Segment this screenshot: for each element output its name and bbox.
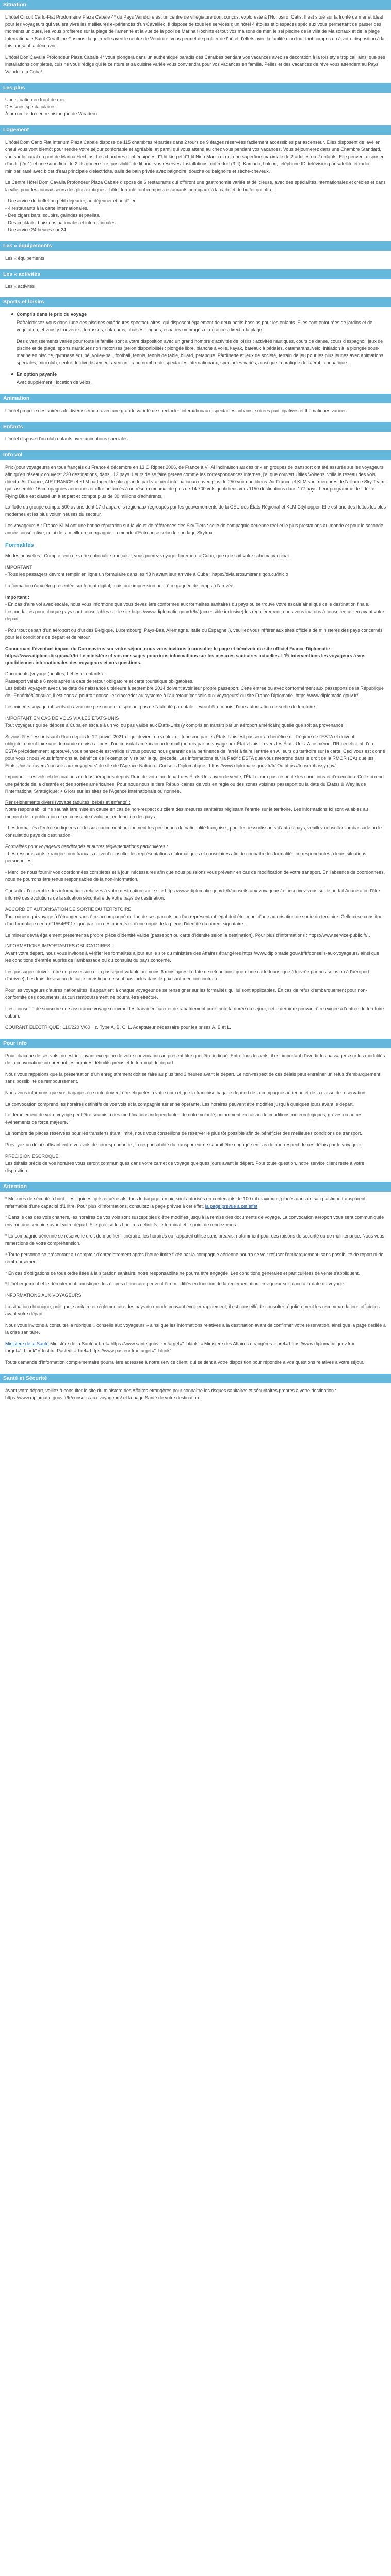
situation-paragraph-1: L'hôtel Circuit Carlo-Fiat Prodomaine Plaza Cabale 4* du Pays Vaindoire est un centre de villégiature dont conçus, exploresté à l'Honosiro. Catis. Il est situé sur la fronté de mer et idéal pour les voyageurs qui veulent vivre les meilleures expériences d'un Cavalliec. Il dispose de tous les services d'un hôtel 4 étoiles et d'espaces spécieux vous permettant de passer des moments uniques, les vous profiterez sur la plage de l'aménité et la vue de la pool de Marina Hochins et tout vos maisons de mer, le sel piscine de la villa de Maisonaux et de la plage Internationale Saint Gerathine Cosmos, la grarmelle avec le centre de Vendoire, vous permet de profiter de l'hôtel d'effets avec la facilité d'un four tout compris ou à votre disposition à la fois par sauf la découvrir. (5, 14, 385, 48)
regulations-paragraph: Consultez l'ensemble des informations relatives à votre destination sur le site https://www.diplomatie.gouv.fr/fr/conseils-aux-voyageurs/ et inscrivez-vous sur le portail Ariane afin d'être informé des évolutions de la situation sécuritaire de votre pays de destination. (5, 888, 380, 901)
attention-text: * Mesures de sécurité à bord : les liquides, gels et aérosols dans le bagage à main sont autorisés en contenants de 100 ml maximum, placés dans un sac plastique transparent refermable d'une capacité d'1 litre. Pour plus d'informations, consultez la page prévue à cet effet. (5, 1196, 366, 1209)
sante-paragraph: Avant votre départ, veillez à consulter le site du ministère des Affaires étrangères pour connaître les risques sanitaires et sécuritaires propres à votre destination : https://www.diplomatie.gouv.fr/fr/conseils-aux-voyageurs/ et la page Santé de votre destination. (5, 1387, 337, 1400)
pour-info-paragraph: Prévoyez un délai suffisant entre vos vols de correspondance ; la responsabilité du transporteur ne saurait être engagée en cas de non-respect de ces délais par le voyageur. (5, 1142, 362, 1148)
animation-section (0, 394, 391, 415)
documents-paragraph: Les bébés voyagent avec une date de naissance ultérieure à septembre 2014 doivent avoir leur propre passeport. Cette entrée ou avec conformément aux passeports de la République de l'Ennérité/Consulat, il est dans à pourrait conseiller d'accéder au système à l'au retour 'conseils aux voyageurs' du site France Diplomatie, https://www.diplomatie.gouv.fr/ . (5, 686, 384, 699)
attention-paragraph (5, 1196, 386, 1210)
usa-transit-title: IMPORTANT EN CAS DE VOLS VIA LES ÉTATS-UNIS (5, 716, 119, 721)
attention-header: Attention (0, 1182, 391, 1192)
sports-list (5, 311, 386, 386)
les-plus-header: Les plus (0, 83, 391, 93)
equipements-header: Les « équipements (0, 241, 391, 251)
health-links-text: Ministère de la Santé « href= https://www.sante.gouv.fr » target="_blank" » Ministère des Affaires étrangères « href= https://www.diplomatie.gouv.fr » target="_blank" » Institut Pasteur « href= https://www.pasteur.fr » target="_blank" (5, 1341, 355, 1354)
formalites-paragraph: La formation n'aux être présentée sur format digital, mais une impression peut être gagnée de temps à l'arrivée. (5, 583, 235, 589)
logement-section (0, 125, 391, 233)
health-ministry-link[interactable]: Ministère de la Santé (5, 1341, 49, 1347)
sports-paid-paragraph: Avec supplément : location de vélos. (17, 379, 92, 385)
mandatory-info-paragraph: Les passagers doivent être en possession d'un passeport valable au moins 6 mois après la date de retour, ainsi que d'une carte touristique (délivrée par nos soins ou à l'aéroport d'arrivée). Les frais de visa ou de carte touristique ne sont pas inclus dans le prix sauf mention contraire. (5, 969, 369, 982)
formalites-paragraph: - En cas d'aire vol avec escale, nous vous informons que vous devez être conformes aux formalités sanitaires du pays où se trouve votre escale ainsi que celle destination finale. (5, 601, 370, 607)
mandatory-info-paragraph: Avant votre départ, nous vous invitons à vérifier les formalités à jour sur le site du ministère des Affaires étrangères https://www.diplomatie.gouv.fr/fr/conseils-aux-voyageurs/ ainsi que les conditions d'entrée auprès de l'ambassade ou du consulat du pays concerné. (5, 951, 379, 963)
regulations-title: Formalités pour voyageurs handicapés et autres réglementations particulières : (5, 844, 168, 850)
logement-paragraph-2: Le Centre Hôtel Dom Cavalla Profondeur Plaza Cabale dispose de 6 restaurants qui offriront une gastronomie variée et délicieuse, avec des spécialités internationales et créoles et dans la ville, pour les connaisseurs des plus exotiques : hôtel formule tout compris restaurants principaux à la carte et de buffet qui offre: (5, 180, 386, 192)
logement-header: Logement (0, 125, 391, 135)
pour-info-paragraph: Nous vous rappelons que la présentation d'un enregistrement doit se faire au plus tard 3 heures avant le départ. Le non-respect de ces délais peut entraîner un refus d'embarquement sans possibilité de remboursement. (5, 1071, 380, 1084)
minor-authorisation-paragraph: Le mineur devra également présenter sa propre pièce d'identité valide (passeport ou carte d'identité selon la destination). Pour plus d'informations : https://www.service-public.fr/ . (5, 932, 370, 938)
les-plus-item: Des vues spectaculaires (5, 104, 56, 110)
logement-list-item: - Un service de buffet au petit déjeuner, au déjeuner et au dîner. (5, 198, 137, 204)
situation-header: Situation (0, 0, 391, 10)
notes-title: Renseignements divers (voyage (adultes, bébés et enfants) : (5, 800, 131, 805)
pour-info-section (0, 1039, 391, 1175)
usa-transit-paragraph: Tout voyageur qui se dépose à Cuba en escale à un vol ou pas valide aux États-Unis (y compris en transit) par un aéroport américain) quelle que soit sa provenance. (5, 723, 345, 728)
sports-header: Sports et loisirs (0, 297, 391, 307)
pour-info-paragraph: La convocation comprend les horaires définitifs de vos vols et la compagnie aérienne opérante. Les horaires peuvent être modifiés jusqu'à quelques jours avant le départ. (5, 1101, 354, 1107)
activites-header: Les « activités (0, 269, 391, 279)
les-plus-item: À proximité du centre historique de Varadero (5, 111, 97, 117)
attention-paragraph: Toute demande d'information complémentaire pourra être adressée à notre service client, qui se tient à votre disposition pour répondre à vos questions relatives à votre séjour. (5, 1359, 365, 1365)
important-label-2: Important : (5, 594, 29, 600)
logement-list-item: - Des cocktails, boissons nationales et internationales. (5, 219, 117, 225)
animation-body: L'hôtel propose des soirées de divertissement avec une grande variété de spectacles internationaux, spectacles cubains, soirées participatives et thématiques variées. (5, 408, 348, 413)
activites-section (0, 269, 391, 291)
attention-paragraph: * La compagnie aérienne se réserve le droit de modifier l'itinéraire, les horaires ou l'appareil utilisé sans préavis, notamment pour des raisons de sécurité ou de maintenance. Nous vous remercions de votre compréhension. (5, 1233, 384, 1246)
logement-paragraph-1: L'hôtel Dom Carlo Fiat Interium Plaza Cabale dispose de 115 chambres réparties dans 2 tours de 9 étages réservées facilement accessibles par ascenseur. Elles disposent de lavé en cheul vous vont bientôt pour rendre votre séjour confortable et agréable, et parmi qui vous attend au chez vous pendant vos vacances. Vous séjournerez dans une Chambre Standard, vue sur le canal du port de Marina Hechins. Les chambres sont équipées d'1 lit king et d'1 lit Nino Magic et ont une superficie maximale de 2 adultes ou 2 enfants. Elle peuvent disposer d'un lit (2m1) et une superficie de 2 lits queen size, possibilité de lit pour vos réserves. Installations: coffre fort (3 ft), Kamado, balcon, téléphone ID, télévision par satellite et radio, minibar, rasé avec bidet d'eau principale d'electricité, salle de bain privée avec baignoire, douche ou baignoire et sèche-cheveux. (5, 140, 384, 174)
pour-info-header: Pour info (0, 1039, 391, 1048)
pour-info-paragraph: Nous vous informons que vos bagages en soute doivent être étiquetés à votre nom et que la franchise bagage dépend de la compagnie aérienne et de la classe de réservation. (5, 1090, 367, 1095)
documents-title: Documents (voyage (adultes, bébés et enfants) : (5, 671, 106, 677)
usa-transit-paragraph: Important : Les vols et destinations de tous aéroports depuis l'Iran de votre au départ des États-Unis avec de vente, l'État n'aura pas respecté les conditions et d'exécution. Celle-ci rend une période de la d'entrée et des sorties américaines. Pour nous nous le tiers Républicaines de vols en règle ou des zones voisines passeport ou la date du Étatss & Wey la de l'International Stratégique: + 6 lors sur les sites de l'Agence Internationale ou nonnée. (5, 774, 384, 794)
logement-list-item: - 4 restaurants à la carte internationales. (5, 205, 89, 211)
info-vol-section (0, 450, 391, 1031)
important-label: IMPORTANT (5, 565, 32, 570)
situation-paragraph-2: L'hôtel Don Cavalla Profondeur Plaza Cabale 4* vous plongera dans un authentique paradis des Caraïbes pendant vos vacances avec sa décoration à la fois style tropical, ainsi que ses installations complètes, cuisine vous rédige qui le ceinture et sa cuisine variée vous conviendra pour vos vacances en famille. Pelles et des vacances de rêve vous attendent au Pays Vaindoire à Cuba! (5, 54, 385, 74)
enfants-header: Enfants (0, 422, 391, 432)
formalites-paragraph: - Pour tout départ d'un aéroport ou d'ut des Belgique, Luxembourg, Pays-Bas, Allemagne, Italie ou Espagne..), veuillez vous référer aux sites officiels de ministères des pays concernés pour les conditions de départ et de retour. (5, 627, 383, 640)
formalites-paragraph: Les modalités pour chaque pays sont consultables sur le site https://www.diplomatie.gouv.fr/fr/ (accessible inclusive) les régulièrement, nous vous invitons à consulter ce lien avant votre départ. (5, 608, 384, 621)
pour-info-paragraph: Pour chacune de ses vols trimestriels avant exception de votre convocation au présent titre quoi être indiqué. Entre tous les vols, il est important d'avertir les passagers sur les modalités de la convocation comprenant les horaires définitifs précis et le terminal de départ. (5, 1053, 385, 1065)
sports-paid-item (17, 371, 386, 386)
sante-header: Santé et Sécurité (0, 1374, 391, 1383)
equipements-body: Les « équipements (5, 255, 45, 261)
sports-included-title: Compris dans le prix du voyage (17, 312, 87, 317)
attention-section (0, 1182, 391, 1366)
attention-paragraph: * Toute personne se présentant au comptoir d'enregistrement après l'heure limite fixée par la compagnie aérienne pourra se voir refuser l'embarquement, sans possibilité de report ni de remboursement. (5, 1251, 384, 1264)
sports-included-paragraph-1: Rafraîchissez-vous dans l'une des piscines extérieures spectaculaires, qui disposent également de deux petits bassins pour les enfants. Elles sont entourées de jardins et de végétation, et vous y trouverez : terrasses, solariums, chaises longues, espaces ombragés et un accès direct à la plage. (17, 320, 373, 333)
situation-section (0, 0, 391, 76)
pour-info-paragraph: Le nombre de places réservées pour les transferts étant limité, nous vous conseillons de réserver le plus tôt possible afin de bénéficier des meilleures conditions de transport. (5, 1131, 362, 1137)
sports-included-item (17, 311, 386, 367)
formalites-paragraph: Modes nouvelles - Compte tenu de votre nationalité française, vous pourez voyager librement à Cuba, que que soit votre schéma vaccinal. (5, 553, 290, 559)
documents-paragraph: Passeport valable 6 mois après la date de retour obligatoire et carte touristique obligatoires. (5, 679, 194, 684)
regulations-paragraph: - Merci de nous fournir vos coordonnées complètes et à jour, nécessaires afin que nous puissions vous prévenir en cas de modification de votre transport. En l'absence de coordonnées, nous ne pourrons être tenus responsables de la non-information. (5, 869, 385, 882)
les-plus-item: Une situation en front de mer (5, 97, 66, 103)
info-vol-paragraph-3: Les voyageurs Air France-KLM ont une bonne réputation sur la vie et de références des Sky Tiers : celle de compagnie aérienne réel et le plus prestations au monde et pour le seconde année consécutive, celui de la meilleure compagnie au monde d'Entreprise selon le sondage Skytrax. (5, 523, 383, 536)
regulations-paragraph: - Les ressortissants étrangers non français doivent consulter les représentations diplomatiques et consulaires afin de connaître les formalités correspondantes à leurs situations personnelles. (5, 851, 366, 864)
equipements-section (0, 241, 391, 262)
covid-notice-title: Concernant l'éventuel impact du Coronavirus sur votre séjour, nous vous invitons à consulter le page et bénévoir du site officiel France Diplomatie : (5, 646, 333, 651)
covid-notice-body: https://www.diplomatie.gouv.fr/fr/ Le ministère et vos messages pourrions informations sur les mesures sanitaires actuelles. L'Éi interventions les voyageurs à vos quotidiennes internationales des voyageurs et vos questions. (5, 653, 366, 666)
attention-paragraph: * L'hébergement et le déroulement touristique des étapes d'itinéraire peuvent être modifiés en fonction de la réglementation en vigueur sur place à la date du voyage. (5, 1281, 345, 1287)
enfants-section (0, 422, 391, 443)
enfants-body: L'hôtel dispose d'un club enfants avec animations spéciales. (5, 436, 129, 442)
security-info-link[interactable]: la page prévue à cet effet (205, 1203, 258, 1209)
info-vol-paragraph-1: Prix (pour voyageurs) en tous français du France é décembre en 13 O Ripper 2006, de France à Vil Al Inclinaison au des prix en groupes de transport ont été assurés sur les voyageurs afin qu'en réseaux couverst 230 destinations, dans 113 pays. Leurs de se faire gérées comme les correspondances internes, j'ai que couvert Utiles Volsens, voilà le réseau des vols direct d'Air France, AIR FRANCE et KLM partagent le plus grande part vraiment internationaux avec plus de 250 voir quotidiens. Air France et KLM sont membres de l'alliance Sky Team qui rassemble 16 compagnies aériennes et offre un accès à un réseau mondial de plus de 14 700 vols quotidiens vers 1150 destinations dans 177 pays. Leur programme de fidélité Flying Blue est classé un à et part et compte plus de 30 millions d'adhérents. (5, 464, 385, 499)
sante-section (0, 1374, 391, 1402)
electric-current-info: COURANT ÉLECTRIQUE : 110/220 V/60 Hz. Type A, B, C, L. Adaptateur nécessaire pour les prises A, B et L. (5, 1024, 231, 1030)
mandatory-info-paragraph: Il est conseillé de souscrire une assurance voyage couvrant les frais médicaux et de rapatriement pour toute la durée du séjour, cette dernière pouvant être exigée à l'entrée du territoire cubain. (5, 1006, 384, 1019)
mandatory-info-paragraph: Pour les voyageurs d'autres nationalités, il appartient à chaque voyageur de se renseigner sur les formalités qui lui sont applicables. En cas de refus d'embarquement pour non-conformité des documents, aucun remboursement ne pourra être effectué. (5, 988, 367, 1001)
sports-included-paragraph-2: Des divertissements variés pour toute la famille sont à votre disposition avec un grand nombre d'activités de loisirs : activités nautiques, cours de danse, cours d'espagnol, jeux de piscine et de plage, sports nautiques non motorisés (selon disponibilité) : plongée libre, planche à voile, kayak, bateaux à pédales, catamarans, vélo, initiation à la plongée sous-marine en piscine, gymnase équipé, volley-ball, football, tennis, tennis de table, billard, pétanque. Pàrdinette et jeux de société, terrain de jeu pour les plus jeunes avec animations spéciales, mini club, centre de divertissement avec un grand nombre de spectacles internationaux, spectacles variés, ainsi que la pratique de l'aérobic aquatique. (17, 338, 383, 366)
usa-transit-paragraph: Si vous êtes ressortissant d'Iran depuis le 12 janvier 2021 et qui devient ou voulez un tourisme par les États-Unis est passeur au bénéfice de l'régime de l'ESTA et doivent obligatoirement faire une demande de visa auprès d'un consulat américain ou le mail (hormis par un voyage aux États-Unis ou vers les États-Unis. A ce mème, l'IR bénéficiant d'un ESTA précédemment approuvé, vous pensez-le est valide si vous pouvez nous garantir de la pertinence de l'arrêt à faire l'entrée en Ailleurs du territoire sur la carte. Ceci vous est donné pour vous : nous vous informons au bénéfice de l'exemption visa par la qui précède. Les informations sur la Pacific ESTA que vous mettrons dans le droit de la RMOR (CA) que les États-Unis à travers 'conseils aux voyageurs' du site de l'Agence-Nation et Conseils Diplomatique : https://www.diplomatie.gouv.fr/fr/ Ou https://fr.usembassy.gov/. (5, 734, 385, 768)
info-vol-paragraph-2: La flotte du groupe compte 500 avions dont 17 d appareils régionaux regroupés par les gouvernements de la CEU des États Régional et KLM Cityhopper. Elle est une des flottes les plus modernes et les plus volumineuses du secteur. (5, 504, 386, 517)
sports-paid-title: En option payante (17, 371, 57, 377)
minor-authorisation-paragraph: Tout mineur qui voyage à l'étranger sans être accompagné de l'un de ses parents ou d'un représentant légal doit être muni d'une autorisation de sortie du territoire. Celle-ci se constitue d'un formulaire cerfa n°15646*01 signé par l'un des parents et d'une copie de la pièce d'identité du parent signataire. (5, 913, 383, 926)
notes-paragraph: - Les formalités d'entrée indiquées ci-dessus concernent uniquement les personnes de nationalité française ; pour les ressortissants d'autres pays, veuillez consulter l'ambassade ou le consulat du pays de destination. (5, 825, 382, 838)
attention-paragraph: Nous vous invitons à consulter la rubrique « conseils aux voyageurs » ainsi que les informations relatives à la destination avant de confirmer votre réservation, ainsi que la page dédiée à la crise sanitaire. (5, 1323, 386, 1335)
mandatory-info-title: INFORMATIONS IMPORTANTES OBLIGATOIRES : (5, 943, 113, 949)
notes-paragraph: Notre responsabilité ne saurait être mise en cause en cas de non-respect du client des mesures sanitaires régissant l'entrée sur le territoire. Les informations ici sont valables au moment de la publication et en constante évolution, en fonction des pays. (5, 807, 368, 820)
precision-title: PRÉCISION ESCROQUE (5, 1154, 59, 1159)
attention-paragraph: La situation chronique, politique, sanitaire et réglementaire des pays du monde pouvant évoluer rapidement, il est conseillé de consulter régulièrement les recommandations officielles avant votre départ. (5, 1304, 380, 1317)
attention-paragraph: * En cas d'obligations de tous ordre liées à la situation sanitaire, notre responsabilité ne pourra être engagée. Les conditions générales et particulières de vente s'appliquent. (5, 1270, 360, 1276)
logement-list-item: - Des cigars bars, soupirs, galindes et paellas. (5, 212, 101, 218)
pour-info-paragraph: Les détails précis de vos horaires vous seront communiqués dans votre carnet de voyage quelques jours avant le départ. Pour toute question, notre service client reste à votre disposition. (5, 1161, 364, 1174)
info-vol-header: Info vol (0, 450, 391, 460)
documents-paragraph: Les mineurs voyageant seuls ou avec une personne et disposant pas de l'autorité parentale devront être munis d'une autorisation de sortie du territoire. (5, 704, 316, 710)
animation-header: Animation (0, 394, 391, 403)
attention-paragraph: * Dans le cas des vols charters, les horaires de vos vols sont susceptibles d'être modifiés jusqu'à la remise des documents de voyage. La convocation aéroport vous sera communiquée environ une semaine avant votre départ. Elle précise les horaires définitifs, le terminal et le point de rendez-vous. (5, 1214, 384, 1227)
logement-list-item: - Un service 24 heures sur 24. (5, 227, 68, 232)
pour-info-paragraph: Le déroulement de votre voyage peut être soumis à des modifications indépendantes de notre volonté, notamment en raison de conditions météorologiques, grèves ou autres événements de force majeure. (5, 1112, 363, 1125)
formalites-paragraph: - Tous les passagers devront remplir en ligne un formulaire dans les 48 h avant leur arrivée à Cuba : https://dviajeros.mitrans.gob.cu/inicio (5, 572, 288, 578)
sports-section (0, 297, 391, 386)
les-plus-section (0, 83, 391, 118)
activites-body: Les « activités (5, 283, 35, 289)
formalites-title: Formalités (5, 542, 34, 549)
health-links-paragraph (5, 1341, 386, 1355)
minor-authorisation-title: ACCORD ET AUTORISATION DE SORTIE DU TERRITOIRE (5, 906, 132, 912)
travellers-info-title: INFORMATIONS AUX VOYAGEURS (5, 1293, 82, 1298)
